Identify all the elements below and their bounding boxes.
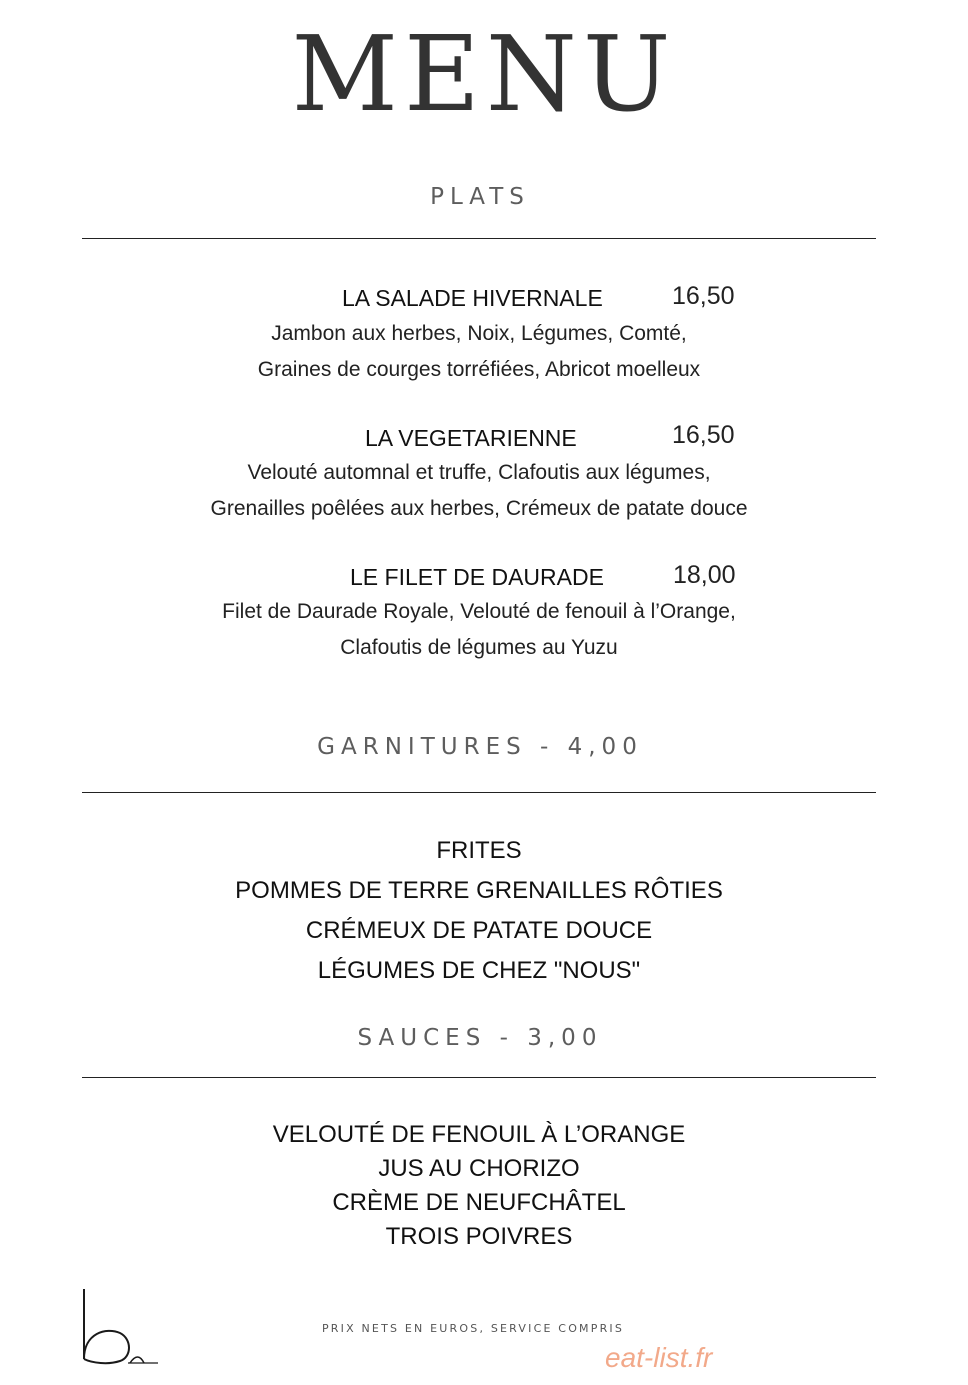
dish-description-line: Clafoutis de légumes au Yuzu bbox=[340, 636, 618, 659]
dish-price: 16,50 bbox=[672, 282, 735, 310]
dish-name: LA VEGETARIENNE bbox=[365, 425, 577, 451]
garniture-item: POMMES DE TERRE GRENAILLES RÔTIES bbox=[235, 877, 723, 904]
dish-price: 18,00 bbox=[673, 561, 736, 589]
section-heading-plats: PLATS bbox=[430, 184, 530, 210]
dish-name: LA SALADE HIVERNALE bbox=[342, 285, 603, 311]
divider-sauces bbox=[82, 1077, 876, 1078]
sauces-list bbox=[0, 1118, 958, 1254]
dish-description-line: Velouté automnal et truffe, Clafoutis aux légumes, bbox=[247, 461, 711, 484]
divider-garnitures bbox=[82, 792, 876, 793]
footer-note: PRIX NETS EN EUROS, SERVICE COMPRIS bbox=[321, 1322, 625, 1335]
dish-name: LE FILET DE DAURADE bbox=[350, 564, 604, 590]
sauce-item: TROIS POIVRES bbox=[385, 1223, 573, 1250]
garniture-item: CRÉMEUX DE PATATE DOUCE bbox=[305, 917, 653, 944]
dish-description-line: Graines de courges torréfiées, Abricot moelleux bbox=[257, 358, 701, 381]
sauce-item: CRÈME DE NEUFCHÂTEL bbox=[332, 1189, 626, 1216]
section-heading-garnitures: GARNITURES - 4,00 bbox=[317, 734, 643, 760]
section-heading-sauces: SAUCES - 3,00 bbox=[357, 1025, 603, 1051]
garnitures-list bbox=[0, 831, 958, 991]
dish-description-line: Grenailles poêlées aux herbes, Crémeux de patate douce bbox=[210, 497, 748, 520]
sauce-item: JUS AU CHORIZO bbox=[378, 1155, 580, 1182]
dish-price: 16,50 bbox=[672, 421, 735, 449]
watermark-text: eat-list.fr bbox=[605, 1342, 713, 1373]
garniture-item: FRITES bbox=[436, 837, 522, 864]
menu-title: MENU bbox=[291, 13, 677, 135]
dish-description-line: Filet de Daurade Royale, Velouté de fenouil à l’Orange, bbox=[222, 600, 736, 623]
garniture-item: LÉGUMES DE CHEZ "NOUS" bbox=[317, 957, 641, 984]
divider-plats bbox=[82, 238, 876, 239]
dish-description-line: Jambon aux herbes, Noix, Légumes, Comté, bbox=[271, 322, 687, 345]
sauce-item: VELOUTÉ DE FENOUIL À L’ORANGE bbox=[272, 1121, 686, 1148]
